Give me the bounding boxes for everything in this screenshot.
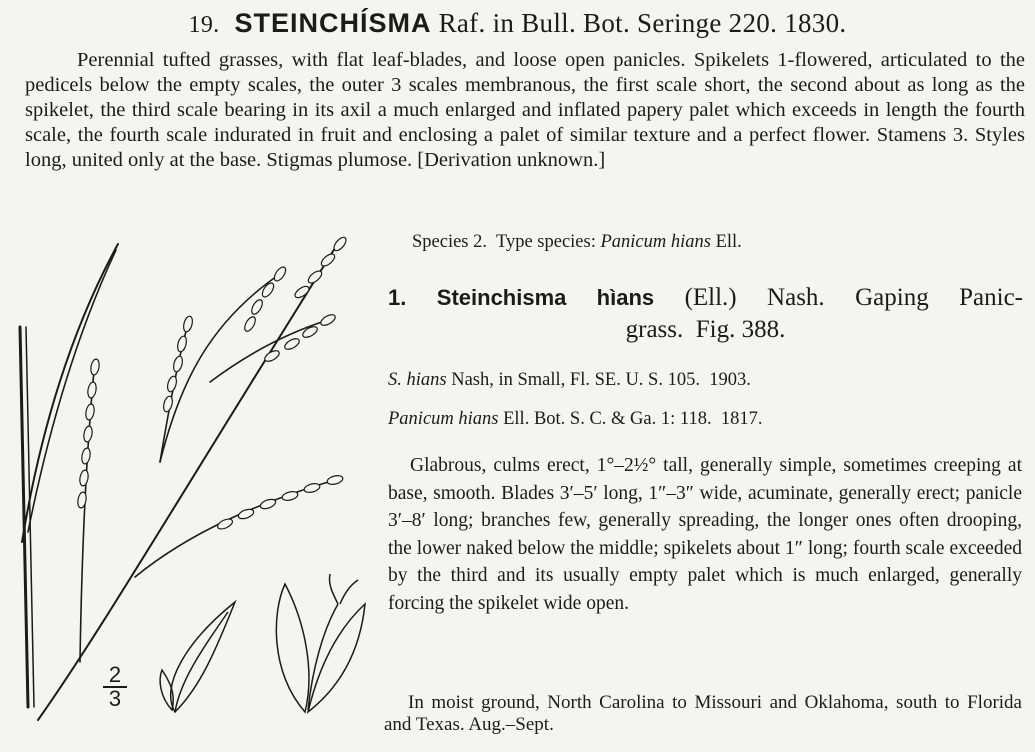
spikelet <box>319 252 336 268</box>
species-name: Steinchisma hìans <box>436 285 655 310</box>
figure-scale-fraction <box>103 664 127 710</box>
type-species-name: Panicum hians <box>600 232 711 252</box>
genus-heading <box>0 8 1035 39</box>
genus-name: STEINCHÍSMA <box>234 8 432 38</box>
genus-number: 19. <box>188 12 220 38</box>
spikelet <box>281 490 299 502</box>
type-species-author: Ell. <box>715 232 742 252</box>
synonym-reference: Nash, in Small, Fl. SE. U. S. 105. <box>451 370 700 390</box>
spikelet <box>85 403 96 420</box>
species-number: 1. <box>388 285 407 310</box>
type-species-label: Type species: <box>495 232 596 252</box>
spikelet <box>77 491 88 508</box>
common-name-part1: Gaping Panic- <box>855 284 1023 311</box>
spikelet <box>319 313 337 328</box>
spikelet <box>237 508 255 521</box>
spikelet <box>90 358 101 375</box>
species-author: (Ell.) Nash. <box>684 284 825 311</box>
spikelet <box>79 469 90 486</box>
spikelet <box>243 315 258 333</box>
plant-illustration <box>10 232 380 732</box>
spikelet <box>293 284 311 300</box>
spikelet <box>172 355 184 373</box>
common-name-part2: grass. <box>625 316 684 343</box>
species-heading <box>388 282 1023 346</box>
synonym-year: 1817. <box>720 409 763 429</box>
genus-citation: Raf. in Bull. Bot. Seringe 220. <box>438 8 778 38</box>
synonym-entry <box>388 370 751 391</box>
panicle-branch <box>135 480 335 577</box>
species-description: Glabrous, culms erect, 1°–2½° tall, generally simple, sometimes creeping at base, smooth. Blades 3′–5′ long, 1″–3″ wide, acuminate, generally erect; panicle 3′–8′ long; branches few, generally spreading, the longer ones often drooping, the lower naked below the middle; spikelets about 1″ long; fourth scale exceeded by the third and its usually empty palet which is much enlarged, generally forcing the spikelet wide open. <box>388 455 1022 614</box>
figure-reference: Fig. 388. <box>695 316 786 343</box>
species-count-line <box>412 232 742 253</box>
range-and-season: In moist ground, North Carolina to Missouri and Oklahoma, south to Florida and Texas. Aug.–Sept. <box>384 692 1022 735</box>
synonym-name: S. hians <box>388 370 447 390</box>
spikelet <box>166 375 178 393</box>
spikelet <box>81 447 92 464</box>
spikelet <box>87 381 98 398</box>
spikelet <box>250 298 265 316</box>
scale-numerator: 2 <box>108 662 122 687</box>
spikelet <box>306 269 323 285</box>
stigma <box>329 574 338 604</box>
species-count: Species 2. <box>412 232 488 252</box>
spikelet <box>176 335 188 353</box>
synonym-year: 1903. <box>709 370 751 390</box>
spikelet <box>303 482 321 494</box>
spikelet <box>259 498 277 511</box>
spikelet <box>326 474 344 486</box>
spikelet-detail-inner <box>175 612 228 712</box>
leaf-blade <box>22 244 118 542</box>
spikelet <box>83 425 94 442</box>
genus-year: 1830. <box>784 8 847 38</box>
spikelet <box>162 395 174 413</box>
spikelet <box>216 517 234 531</box>
synonym-name: Panicum hians <box>388 409 499 429</box>
spikelet <box>332 235 348 252</box>
synonym-entry <box>388 409 762 430</box>
stigma <box>340 580 358 604</box>
spikelet <box>283 337 301 352</box>
spikelet <box>182 315 194 333</box>
spikelet-detail <box>171 602 235 712</box>
spikelet <box>260 281 276 299</box>
genus-description: Perennial tufted grasses, with flat leaf-blades, and loose open panicles. Spikelets 1-flowered, articulated to the pedicels below the empty scales, the outer 3 scales membranous, the first scale short, the second about as long as the spikelet, the third scale bearing in its axil a much enlarged and inflated papery palet which exceeds in length the fourth scale, the fourth scale indurated in fruit and enclosing a palet of similar texture and a perfect flower. Stamens 3. Styles long, united only at the base. Stigmas plumose. [Derivation unknown.] <box>25 49 1025 171</box>
leaf-blade-edge <box>28 250 116 532</box>
spikelet <box>272 265 288 283</box>
synonym-reference: Ell. Bot. S. C. & Ga. 1: 118. <box>503 409 712 429</box>
scale-denominator: 3 <box>103 686 127 710</box>
spikelet-detail-open <box>276 584 309 712</box>
